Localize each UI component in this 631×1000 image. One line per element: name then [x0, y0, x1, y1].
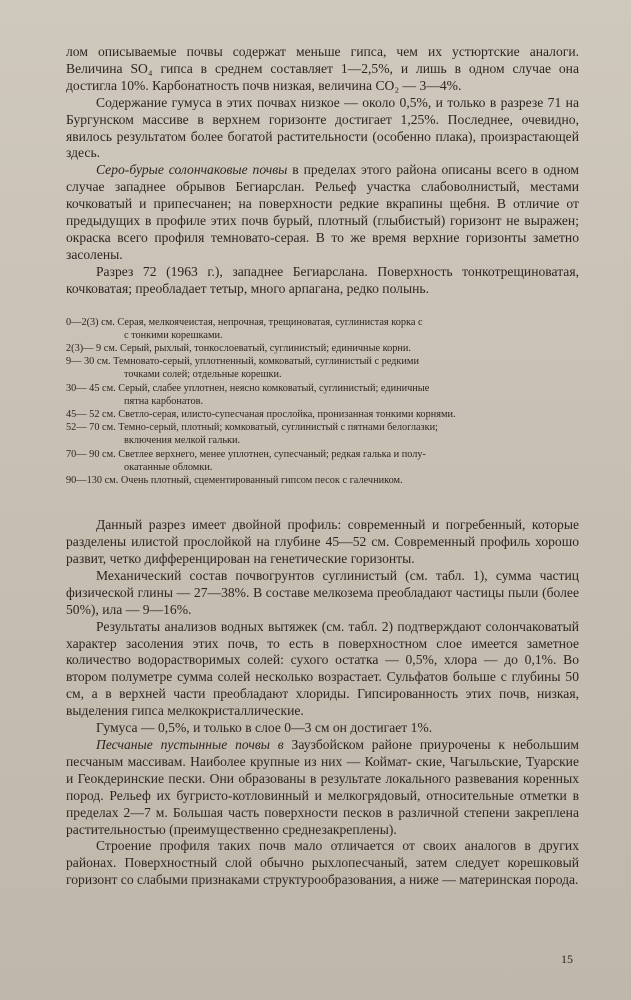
profile-row [66, 355, 579, 381]
profile-row [66, 474, 579, 487]
profile-continuation: точками солей; отдельные корешки. [124, 369, 282, 381]
paragraph: Результаты анализов водных вытяжек (см. табл. 2) подтверждают солончаковатый характер засоления этих почв, то есть в поверхностном слое имеется заметное количество водорастворимых солей: сухого остатка — 0,5%, хлора — до 0,1%. Во втором полуметре сумма солей несколько возрастает. Сульфатов больше с глубины 50 см, а в верхней части преобладают хлориды. Гипсированность этих почв, низкая, выделения гипса мелкокристаллические. [66, 618, 579, 719]
profile-continuation: с тонкими корешками. [124, 329, 223, 341]
paragraph: Механический состав почвогрунтов суглинистый (см. табл. 1), сумма частиц физической глины — 27—38%. В составе мелкозема преобладают частицы пыли (более 50%), ила — 9—16%. [66, 567, 579, 617]
main-text-continued [66, 517, 579, 889]
paragraph: Строение профиля таких почв мало отличается от своих аналогов в других районах. Поверхностный слой обычно рыхлопесчаный, затем следует корешковый горизонт со слабыми признаками структурообразования, а ниже — материнская порода. [66, 838, 579, 888]
profile-row [66, 408, 579, 421]
profile-depth: 30— 45 см. [66, 382, 116, 394]
page-number: 15 [561, 952, 573, 966]
section-heading: Серо-бурые солончаковые почвы [96, 162, 288, 178]
profile-continuation: пятна карбонатов. [124, 395, 204, 407]
profile-row [66, 382, 579, 408]
section-text: Заузбойском районе приурочены к небольшим песчаным массивам. Наиболее крупные из них — Коймат- ские, Чагыльские, Туарские и Геокдеринские пески. Они образованы в результате локального развевания коренных пород. Рельеф их бугристо-котловинный и мелкогрядовый, относительные отметки в пределах 2—7 м. Большая часть поверхности песков в различной степени закреплена растительностью (преимущественно среднезакреплены). [66, 737, 579, 837]
profile-row [66, 448, 579, 474]
paragraph [66, 737, 579, 838]
profile-description: Серая, мелкоячеистая, непрочная, трещиноватая, суглинистая корка с [117, 316, 423, 328]
profile-depth: 0—2(3) см. [66, 316, 115, 328]
section-heading-preposition: в [277, 737, 284, 753]
section-text: в пределах этого района описаны всего в одном случае западнее обрывов Бегиарслан. Рельеф участка слабоволнистый, местами кочковатый и припесчанен; на поверхности редкие вкрапины щебня. В отличие от предыдущих в профиле этих почв бурый, плотный (глыбистый) горизонт не выражен; окраска всего профиля темновато-серая. В то же время верхние горизонты заметно засолены. [66, 162, 579, 262]
profile-description: Светлее верхнего, менее уплотнен, супесчаный; редкая галька и полу- [118, 448, 426, 460]
profile-description: Очень плотный, сцементированный гипсом песок с галечником. [120, 475, 403, 487]
profile-continuation: включения мелкой гальки. [124, 435, 241, 447]
profile-row [66, 316, 579, 342]
profile-depth: 52— 70 см. [66, 422, 116, 434]
profile-description: Светло-серая, илисто-супесчаная прослойка, пронизанная тонкими корнями. [118, 409, 456, 421]
paragraph: Гумуса — 0,5%, и только в слое 0—3 см он достигает 1%. [96, 720, 433, 736]
main-text [66, 44, 579, 298]
profile-description: Темно-серый, плотный; комковатый, суглинистый с пятнами белоглазки; [118, 422, 438, 434]
profile-continuation: окатанные обломки. [124, 461, 213, 473]
profile-description: Темновато-серый, уплотненный, комковатый, суглинистый с редкими [113, 356, 419, 368]
profile-description: Серый, слабее уплотнен, неясно комковатый, суглинистый; единичные [118, 382, 430, 394]
paragraph: лом описываемые почвы содержат меньше гипса, чем их устюртские аналоги. Величина SO₄ гипса в среднем составляет 1—2,5%, и лишь в одном случае она достигла 10%. Карбонатность почв низкая, величина CO₂ — 3—4%. [66, 44, 579, 93]
profile-depth: 70— 90 см. [66, 448, 116, 460]
paragraph: Содержание гумуса в этих почвах низкое — около 0,5%, и только в разрезе 71 на Бургунском массиве в верхнем горизонте достигает 1,25%. Последнее, очевидно, явилось результатом более богатой растительности (особенно плака), произрастающей здесь. [66, 94, 579, 161]
soil-profile-list [66, 316, 579, 488]
profile-row [66, 421, 579, 447]
profile-description: Серый, рыхлый, тонкослоеватый, суглинистый; единичные корни. [120, 343, 412, 354]
profile-depth: 2(3)— 9 см. [66, 343, 118, 354]
paragraph [66, 162, 579, 263]
profile-row [66, 342, 579, 355]
section-heading: Песчаные пустынные почвы [96, 737, 270, 753]
profile-depth: 45— 52 см. [66, 409, 116, 421]
profile-depth: 90—130 см. [66, 475, 119, 487]
paragraph: Разрез 72 (1963 г.), западнее Бегиарслана. Поверхность тонкотрещиноватая, кочковатая; преобладает тетыр, много арпагана, редко полынь. [66, 263, 579, 296]
profile-depth: 9— 30 см. [66, 356, 111, 368]
paragraph: Данный разрез имеет двойной профиль: современный и погребенный, которые разделены илистой прослойкой на глубине 45—52 см. Современный профиль хорошо развит, четко дифференцирован на генетические горизонты. [66, 517, 579, 567]
